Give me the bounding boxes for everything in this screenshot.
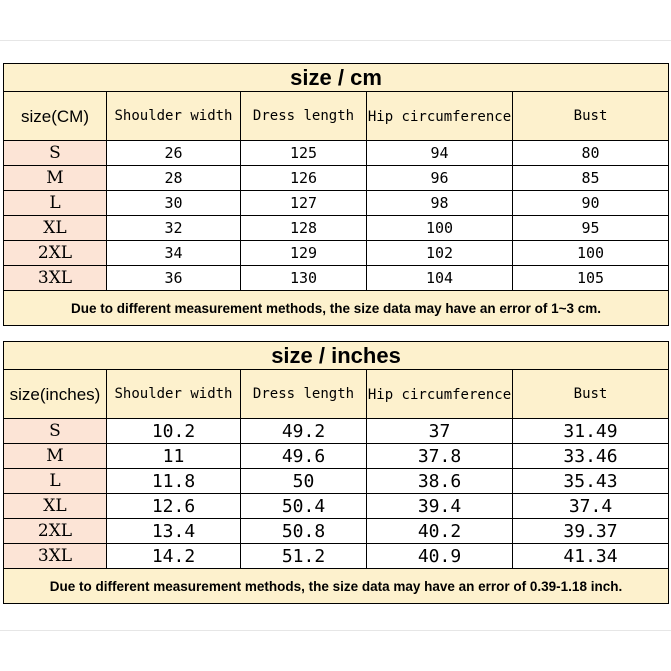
column-header-bust: Bust: [513, 370, 669, 419]
column-header-dress-length: Dress length: [241, 370, 367, 419]
shoulder-width-value: 32: [107, 216, 241, 241]
hip-circumference-value: 39.4: [367, 494, 513, 519]
bust-value: 35.43: [513, 469, 669, 494]
bust-value: 39.37: [513, 519, 669, 544]
dress-length-value: 126: [241, 166, 367, 191]
table-row: [4, 191, 669, 216]
size-label: M: [4, 444, 107, 469]
table-row: [4, 494, 669, 519]
size-label: 2XL: [4, 519, 107, 544]
bust-value: 33.46: [513, 444, 669, 469]
column-header-size: size(CM): [4, 92, 107, 141]
bust-value: 100: [513, 241, 669, 266]
hip-circumference-value: 104: [367, 266, 513, 291]
bust-value: 31.49: [513, 419, 669, 444]
table-row: [4, 444, 669, 469]
sheet-gridline: [0, 40, 671, 41]
bust-value: 95: [513, 216, 669, 241]
table-title: size / cm: [4, 64, 669, 92]
shoulder-width-value: 11: [107, 444, 241, 469]
table-row: [4, 469, 669, 494]
column-header-size: size(inches): [4, 370, 107, 419]
measurement-note: Due to different measurement methods, the size data may have an error of 1~3 cm.: [4, 291, 669, 326]
size-label: S: [4, 141, 107, 166]
size-label: L: [4, 191, 107, 216]
size-table-inches: [3, 341, 669, 604]
table-row: [4, 266, 669, 291]
dress-length-value: 127: [241, 191, 367, 216]
bust-value: 85: [513, 166, 669, 191]
shoulder-width-value: 10.2: [107, 419, 241, 444]
column-header-hip-circumference: Hip circumference: [367, 370, 513, 419]
bust-value: 90: [513, 191, 669, 216]
size-label: S: [4, 419, 107, 444]
shoulder-width-value: 36: [107, 266, 241, 291]
dress-length-value: 51.2: [241, 544, 367, 569]
dress-length-value: 49.6: [241, 444, 367, 469]
bust-value: 105: [513, 266, 669, 291]
table-row: [4, 519, 669, 544]
size-label: XL: [4, 216, 107, 241]
bust-value: 41.34: [513, 544, 669, 569]
table-row: [4, 166, 669, 191]
dress-length-value: 129: [241, 241, 367, 266]
shoulder-width-value: 26: [107, 141, 241, 166]
column-header-shoulder-width: Shoulder width: [107, 92, 241, 141]
hip-circumference-value: 94: [367, 141, 513, 166]
size-table-cm: [3, 63, 669, 326]
table-row: [4, 544, 669, 569]
size-label: XL: [4, 494, 107, 519]
shoulder-width-value: 11.8: [107, 469, 241, 494]
sheet-gridline: [0, 630, 671, 631]
size-label: 2XL: [4, 241, 107, 266]
table-row: [4, 241, 669, 266]
size-label: 3XL: [4, 544, 107, 569]
hip-circumference-value: 40.9: [367, 544, 513, 569]
dress-length-value: 49.2: [241, 419, 367, 444]
hip-circumference-value: 102: [367, 241, 513, 266]
measurement-note: Due to different measurement methods, the size data may have an error of 0.39-1.18 inch.: [4, 569, 669, 604]
hip-circumference-value: 100: [367, 216, 513, 241]
table-row: [4, 419, 669, 444]
dress-length-value: 50.4: [241, 494, 367, 519]
column-header-shoulder-width: Shoulder width: [107, 370, 241, 419]
hip-circumference-value: 40.2: [367, 519, 513, 544]
shoulder-width-value: 28: [107, 166, 241, 191]
table-row: [4, 141, 669, 166]
size-label: L: [4, 469, 107, 494]
shoulder-width-value: 12.6: [107, 494, 241, 519]
bust-value: 80: [513, 141, 669, 166]
hip-circumference-value: 37.8: [367, 444, 513, 469]
dress-length-value: 50: [241, 469, 367, 494]
size-label: M: [4, 166, 107, 191]
column-header-bust: Bust: [513, 92, 669, 141]
shoulder-width-value: 34: [107, 241, 241, 266]
shoulder-width-value: 30: [107, 191, 241, 216]
column-header-dress-length: Dress length: [241, 92, 367, 141]
shoulder-width-value: 14.2: [107, 544, 241, 569]
dress-length-value: 128: [241, 216, 367, 241]
shoulder-width-value: 13.4: [107, 519, 241, 544]
size-label: 3XL: [4, 266, 107, 291]
dress-length-value: 50.8: [241, 519, 367, 544]
dress-length-value: 125: [241, 141, 367, 166]
hip-circumference-value: 38.6: [367, 469, 513, 494]
bust-value: 37.4: [513, 494, 669, 519]
table-row: [4, 216, 669, 241]
hip-circumference-value: 98: [367, 191, 513, 216]
hip-circumference-value: 96: [367, 166, 513, 191]
dress-length-value: 130: [241, 266, 367, 291]
hip-circumference-value: 37: [367, 419, 513, 444]
column-header-hip-circumference: Hip circumference: [367, 92, 513, 141]
table-title: size / inches: [4, 342, 669, 370]
